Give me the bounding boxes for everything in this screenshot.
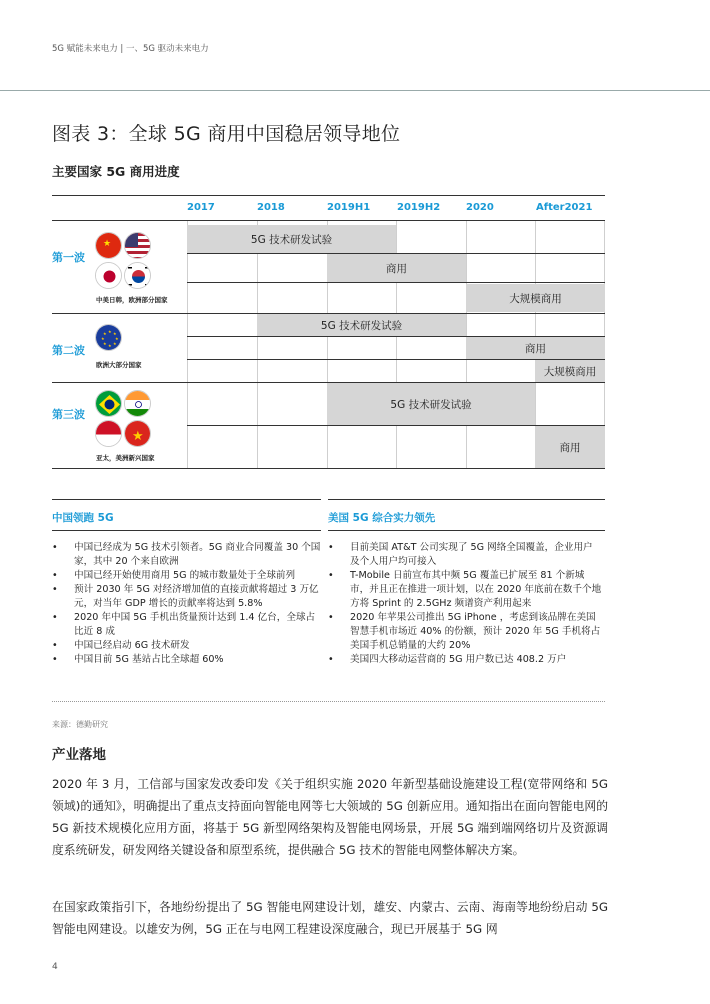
figure-title: 图表 3：全球 5G 商用中国稳居领导地位 [52, 123, 401, 145]
indonesia-flag-icon [95, 420, 122, 447]
page-number: 4 [52, 962, 58, 972]
svg-text:★: ★ [101, 336, 105, 341]
col-after2021: After2021 [536, 202, 593, 213]
col-2019h1: 2019H1 [327, 202, 371, 213]
wave-3-rd-bar: 5G 技术研发试验 [327, 383, 535, 425]
table-bottom-rule [52, 701, 605, 702]
svg-text:★: ★ [132, 429, 144, 444]
source-note: 来源：德勤研究 [52, 720, 108, 729]
svg-text:★: ★ [103, 239, 112, 249]
chart-bottom-rule [52, 468, 605, 469]
svg-text:★: ★ [115, 336, 119, 341]
list-item: • 中国已经开始使用商用 5G 的城市数量处于全球前列 [52, 569, 324, 583]
china-heading: 中国领跑 5G [52, 512, 114, 524]
grid-line [187, 221, 188, 468]
wave-1-commercial-bar: 商用 [327, 254, 466, 282]
right-head-rule [328, 530, 605, 531]
list-item: • 中国目前 5G 基站占比全球超 60% [52, 653, 324, 667]
vietnam-flag-icon [124, 420, 151, 447]
svg-text:★: ★ [108, 343, 112, 348]
svg-text:★: ★ [113, 341, 117, 346]
paragraph: 2020 年 3 月，工信部与国家发改委印发《关于组织实施 2020 年新型基础设施建设工程(宽带网络和 5G 领域)的通知》，明确提出了重点支持面向智能电网等七大领域的 5G 创新应用。通知指出在面向智能电网的 5G 新技术规模化应用方面，将基于 5G 新型网络架构及智能电网场景，开展 5G 端到端网络切片及资源调度系统研发，研发网络关键设备和原型系统，提供融合 5G 技术的智能电网整体解决方案。 [52, 777, 608, 857]
chart-top-rule [52, 195, 605, 196]
wave-1-large-scale-bar: 大规模商用 [466, 284, 605, 312]
list-item: • 预计 2030 年 5G 对经济增加值的直接贡献将超过 3 万亿元，对当年 GDP 增长的贡献率将达到 5.8% [52, 583, 324, 611]
wave-3-caption: 亚太，美洲新兴国家 [96, 454, 155, 462]
svg-text:★: ★ [103, 331, 107, 336]
list-item: • 目前美国 AT&T 公司实现了 5G 网络全国覆盖，企业用户及个人用户均可接入 [328, 541, 602, 569]
japan-flag-icon [95, 262, 122, 289]
header-rule [52, 220, 605, 221]
figure-subtitle: 主要国家 5G 商用进度 [52, 164, 180, 179]
left-head-rule [52, 530, 321, 531]
list-item: • 中国已经启动 6G 技术研发 [52, 639, 324, 653]
wave-1-label: 第一波 [52, 251, 85, 264]
china-list [52, 541, 324, 667]
usa-list [328, 541, 602, 667]
china-flag-icon [95, 232, 122, 259]
india-flag-icon [124, 390, 151, 417]
wave-2-caption: 欧洲大部分国家 [96, 361, 142, 369]
right-top-rule [328, 499, 605, 500]
svg-text:★: ★ [108, 329, 112, 334]
section-heading: 产业落地 [52, 747, 106, 763]
wave-2-rd-bar: 5G 技术研发试验 [257, 314, 466, 336]
wave-1-rd-bar: 5G 技术研发试验 [187, 225, 396, 253]
korea-flag-icon [124, 262, 151, 289]
svg-text:★: ★ [103, 341, 107, 346]
row-rule [187, 282, 605, 283]
running-header: 5G 赋能未来电力 | 一、5G 驱动未来电力 [52, 44, 209, 54]
header-divider [0, 90, 710, 91]
wave-1-caption: 中美日韩，欧洲部分国家 [96, 296, 168, 304]
col-2020: 2020 [466, 202, 494, 213]
col-2017: 2017 [187, 202, 215, 213]
col-2018: 2018 [257, 202, 285, 213]
list-item: • 2020 年中国 5G 手机出货量预计达到 1.4 亿台，全球占比近 8 成 [52, 611, 324, 639]
list-item: • 2020 年苹果公司推出 5G iPhone ，考虑到该品牌在美国智慧手机市场近 40% 的份额，预计 2020 年 5G 手机将占美国手机总销量的大约 20% [328, 611, 602, 653]
wave-2-commercial-bar: 商用 [466, 337, 605, 359]
list-item: • 美国四大移动运营商的 5G 用户数已达 408.2 万户 [328, 653, 602, 667]
col-2019h2: 2019H2 [397, 202, 441, 213]
paragraph: 在国家政策指引下，各地纷纷提出了 5G 智能电网建设计划，雄安、内蒙古、云南、海南等地纷纷启动 5G 智能电网建设。以雄安为例，5G 正在与电网工程建设深度融合，现已开展基于 5G 网 [52, 900, 608, 936]
eu-flag-icon [95, 324, 122, 351]
wave-2-large-scale-bar: 大规模商用 [535, 360, 605, 382]
usa-heading: 美国 5G 综合实力领先 [328, 512, 436, 524]
usa-flag-icon [124, 232, 151, 259]
left-top-rule [52, 499, 321, 500]
grid-line [257, 221, 258, 468]
wave-3-label: 第三波 [52, 408, 85, 421]
wave-3-commercial-bar: 商用 [535, 426, 605, 468]
list-item: • 中国已经成为 5G 技术引领者。5G 商业合同覆盖 30 个国家，其中 20 个来自欧洲 [52, 541, 324, 569]
list-item: • T-Mobile 日前宣布其中频 5G 覆盖已扩展至 81 个新城市，并且正在推进一项计划，以在 2020 年底前在数千个地方将 Sprint 的 2.5GHz 频谱资产利用起来 [328, 569, 602, 611]
svg-text:★: ★ [113, 331, 117, 336]
brazil-flag-icon [95, 390, 122, 417]
wave-2-label: 第二波 [52, 344, 85, 357]
